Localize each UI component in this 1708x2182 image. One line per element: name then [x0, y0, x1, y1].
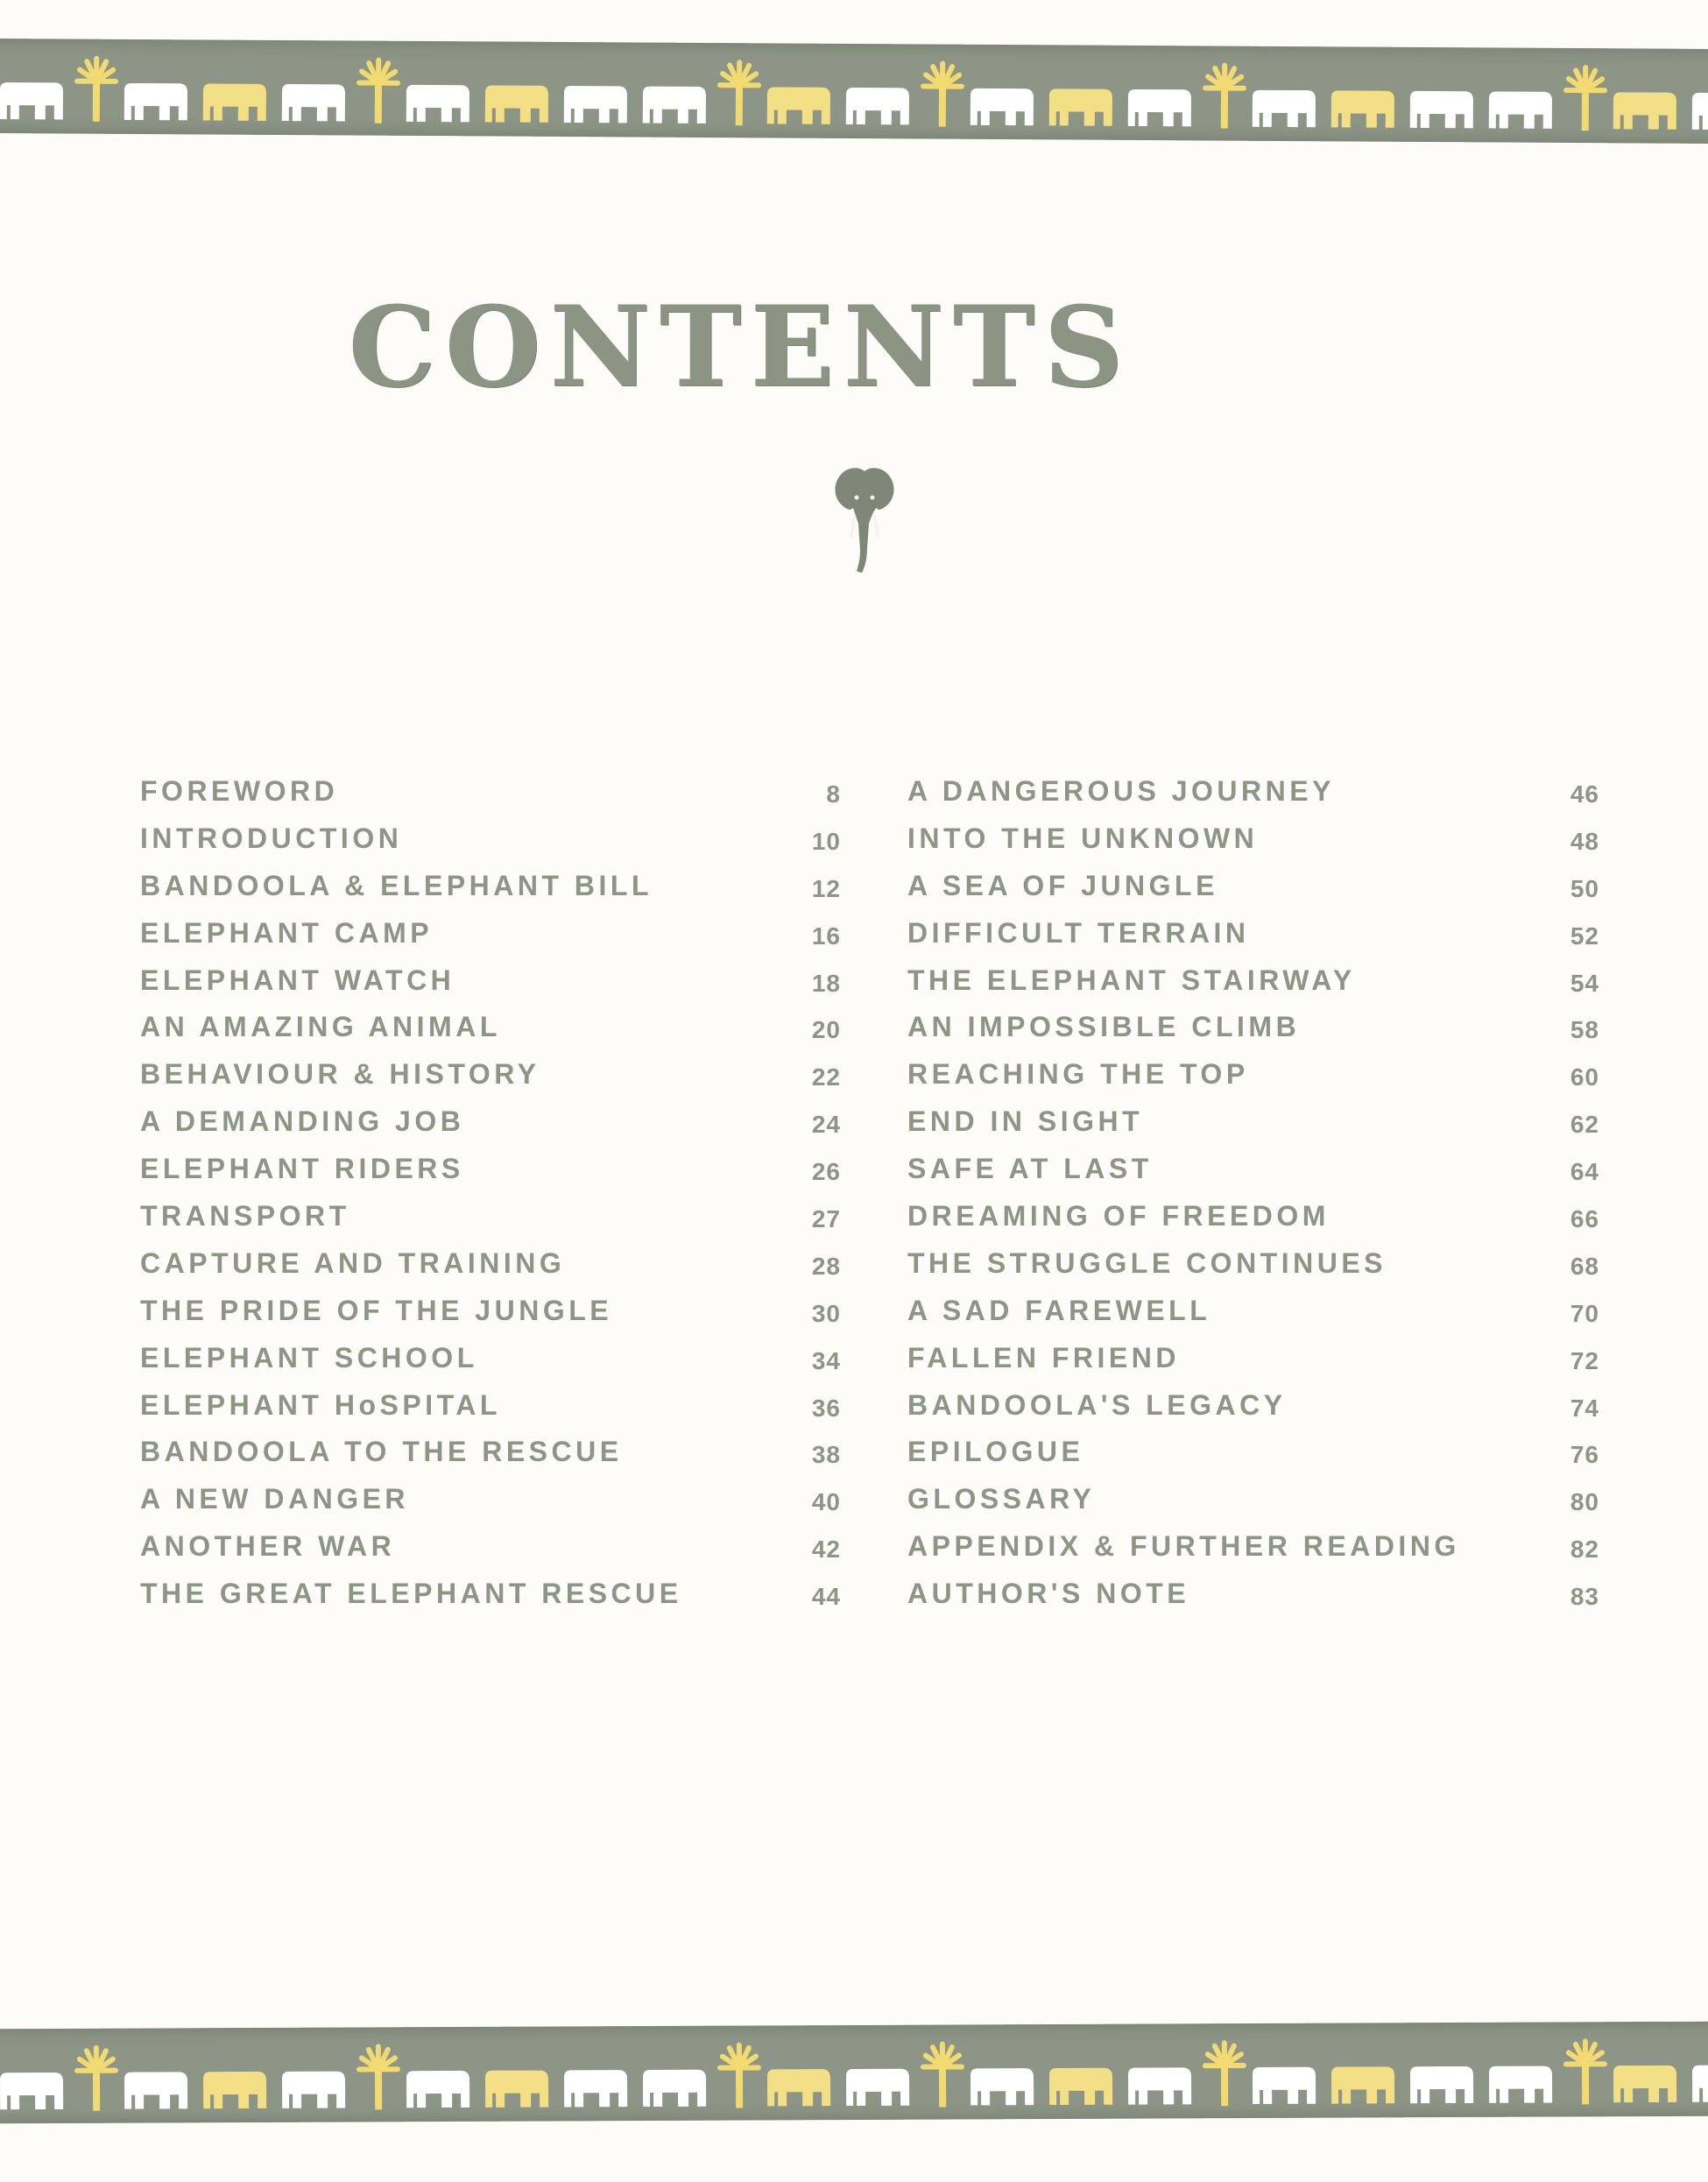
palm-tree-icon: [1566, 2041, 1605, 2104]
toc-entry-title: CAPTURE AND TRAINING: [140, 1246, 566, 1279]
palm-tree-icon: [1205, 2043, 1244, 2106]
elephant-icon: [1331, 2066, 1394, 2103]
toc-entry-title: DIFFICULT TERRAIN: [907, 916, 1250, 949]
toc-entry-title: ELEPHANT CAMP: [140, 916, 434, 949]
palm-tree-icon: [1566, 67, 1605, 131]
toc-entry-page: 58: [1570, 1016, 1599, 1044]
toc-entry-title: A SAD FAREWELL: [907, 1294, 1211, 1326]
toc-entry[interactable]: [907, 773, 1599, 821]
toc-entry-page: 18: [811, 969, 841, 997]
elephant-icon: [124, 2072, 187, 2108]
elephant-icon: [282, 2072, 345, 2108]
elephant-icon: [0, 2073, 63, 2109]
toc-entry[interactable]: [907, 868, 1599, 915]
elephant-icon: [1692, 93, 1708, 130]
elephant-icon: [203, 2072, 266, 2108]
toc-entry-page: 68: [1570, 1252, 1599, 1280]
elephant-icon: [1128, 89, 1191, 126]
toc-entry[interactable]: [907, 1104, 1599, 1151]
elephant-icon: [1253, 90, 1316, 127]
elephant-icon: [485, 85, 548, 122]
toc-entry-page: 46: [1570, 780, 1599, 808]
elephant-icon: [1128, 2067, 1191, 2104]
toc-entry-page: 44: [811, 1583, 841, 1611]
elephant-icon: [1410, 91, 1473, 128]
toc-entry[interactable]: [907, 1481, 1599, 1529]
toc-entry-title: BANDOOLA TO THE RESCUE: [140, 1436, 623, 1468]
toc-entry-title: A NEW DANGER: [140, 1483, 410, 1515]
toc-entry[interactable]: [140, 1388, 841, 1435]
toc-entry[interactable]: [907, 821, 1599, 868]
toc-entry[interactable]: [140, 1293, 841, 1340]
toc-entry-title: A DANGEROUS JOURNEY: [907, 775, 1335, 807]
elephant-icon: [1613, 92, 1676, 129]
elephant-icon: [124, 83, 187, 120]
elephant-icon: [203, 83, 266, 120]
toc-entry-title: BANDOOLA'S LEGACY: [907, 1388, 1287, 1421]
elephant-icon: [282, 84, 345, 121]
toc-entry[interactable]: [140, 1576, 841, 1623]
toc-entry-page: 10: [811, 827, 841, 855]
toc-entry-title: THE GREAT ELEPHANT RESCUE: [140, 1578, 682, 1610]
top-border-frieze: [0, 39, 1708, 144]
toc-entry[interactable]: [907, 963, 1599, 1010]
page-title: CONTENTS: [348, 282, 1133, 412]
elephant-icon: [564, 86, 627, 123]
elephant-icon: [1489, 91, 1552, 128]
toc-entry[interactable]: [907, 1151, 1599, 1198]
elephant-frieze-icons: [0, 39, 1708, 144]
toc-entry-title: THE PRIDE OF THE JUNGLE: [140, 1294, 613, 1326]
toc-entry[interactable]: [907, 1056, 1599, 1104]
toc-entry-page: 8: [826, 780, 841, 808]
elephant-icon: [643, 87, 706, 124]
elephant-icon: [643, 2070, 706, 2107]
toc-entry-title: INTRODUCTION: [140, 822, 403, 854]
toc-entry-title: FOREWORD: [140, 775, 339, 807]
toc-entry[interactable]: [140, 1009, 841, 1056]
toc-entry[interactable]: [140, 1104, 841, 1151]
elephant-icon: [0, 82, 63, 119]
elephant-icon: [970, 2068, 1034, 2105]
elephant-icon: [564, 2070, 627, 2107]
toc-entry[interactable]: [140, 1529, 841, 1576]
palm-tree-icon: [1205, 65, 1244, 128]
toc-entry-page: 74: [1570, 1394, 1599, 1422]
toc-entry-title: GLOSSARY: [907, 1483, 1096, 1515]
toc-entry-title: BEHAVIOUR & HISTORY: [140, 1058, 540, 1091]
elephant-icon: [970, 88, 1034, 125]
toc-entry-page: 82: [1570, 1536, 1599, 1564]
elephant-icon: [1253, 2067, 1316, 2104]
elephant-icon: [1692, 2065, 1708, 2102]
elephant-icon: [1613, 2065, 1676, 2102]
toc-entry[interactable]: [907, 1529, 1599, 1576]
toc-entry[interactable]: [140, 915, 841, 963]
elephant-icon: [1049, 88, 1112, 125]
toc-entry-title: REACHING THE TOP: [907, 1058, 1249, 1091]
toc-entry-page: 30: [811, 1299, 841, 1327]
toc-entry-page: 34: [811, 1346, 841, 1374]
toc-entry[interactable]: [907, 1198, 1599, 1246]
toc-entry[interactable]: [907, 1293, 1599, 1340]
toc-entry-title: A DEMANDING JOB: [140, 1105, 465, 1138]
toc-right-column: [907, 773, 1599, 1623]
elephant-icon: [1410, 2066, 1473, 2103]
toc-entry-page: 28: [811, 1252, 841, 1280]
elephant-icon: [1489, 2066, 1552, 2103]
toc-entry-title: AUTHOR'S NOTE: [907, 1578, 1190, 1610]
toc-entry[interactable]: [907, 1388, 1599, 1435]
elephant-icon: [406, 2071, 469, 2108]
palm-tree-icon: [720, 62, 759, 125]
palm-tree-icon: [359, 60, 398, 124]
toc-entry-title: BANDOOLA & ELEPHANT BILL: [140, 869, 653, 901]
toc-entry-page: 36: [811, 1394, 841, 1422]
toc-entry[interactable]: [140, 821, 841, 868]
toc-entry-page: 64: [1570, 1158, 1599, 1186]
elephant-head-icon: [832, 463, 897, 578]
toc-entry-page: 83: [1570, 1583, 1599, 1611]
toc-entry-title: SAFE AT LAST: [907, 1153, 1153, 1185]
toc-entry[interactable]: [140, 1434, 841, 1481]
palm-tree-icon: [359, 2046, 398, 2109]
toc-entry-title: END IN SIGHT: [907, 1105, 1144, 1138]
toc-entry[interactable]: [140, 868, 841, 915]
toc-entry[interactable]: [140, 773, 841, 821]
toc-entry-page: 52: [1570, 922, 1599, 950]
toc-entry-page: 38: [811, 1441, 841, 1469]
toc-entry-title: TRANSPORT: [140, 1200, 350, 1232]
toc-entry-page: 42: [811, 1536, 841, 1564]
palm-tree-icon: [923, 2044, 962, 2107]
toc-entry-page: 40: [811, 1488, 841, 1516]
elephant-frieze-icons: [0, 2022, 1708, 2124]
toc-entry[interactable]: [140, 1056, 841, 1104]
toc-entry[interactable]: [140, 963, 841, 1010]
palm-tree-icon: [77, 2048, 116, 2111]
toc-entry-page: 12: [811, 874, 841, 902]
toc-entry[interactable]: [907, 1246, 1599, 1293]
toc-entry-title: THE STRUGGLE CONTINUES: [907, 1246, 1387, 1279]
toc-entry-title: APPENDIX & FURTHER READING: [907, 1530, 1460, 1563]
elephant-icon: [1331, 90, 1394, 127]
bottom-border-frieze: [0, 2022, 1708, 2124]
toc-entry[interactable]: [907, 1009, 1599, 1056]
toc-entry-page: 60: [1570, 1063, 1599, 1091]
palm-tree-icon: [923, 63, 962, 126]
toc-entry-page: 70: [1570, 1299, 1599, 1327]
toc-entry[interactable]: [140, 1246, 841, 1293]
toc-entry[interactable]: [907, 1576, 1599, 1623]
toc-entry-title: INTO THE UNKNOWN: [907, 822, 1259, 854]
toc-entry-page: 24: [811, 1111, 841, 1139]
toc-entry-page: 62: [1570, 1111, 1599, 1139]
toc-entry-title: AN AMAZING ANIMAL: [140, 1011, 501, 1043]
toc-entry-page: 66: [1570, 1205, 1599, 1233]
elephant-icon: [767, 87, 830, 124]
toc-entry-title: DREAMING OF FREEDOM: [907, 1200, 1330, 1232]
toc-entry-page: 20: [811, 1016, 841, 1044]
toc-entry[interactable]: [140, 1198, 841, 1246]
toc-entry-title: FALLEN FRIEND: [907, 1341, 1180, 1373]
palm-tree-icon: [77, 59, 116, 122]
toc-entry-title: AN IMPOSSIBLE CLIMB: [907, 1011, 1301, 1043]
toc-entry[interactable]: [907, 1434, 1599, 1481]
elephant-icon: [767, 2069, 830, 2106]
toc-entry-page: 76: [1570, 1441, 1599, 1469]
toc-entry-title: ELEPHANT HoSPITAL: [140, 1388, 501, 1421]
toc-entry-title: THE ELEPHANT STAIRWAY: [907, 964, 1356, 996]
toc-entry-title: ELEPHANT RIDERS: [140, 1153, 464, 1185]
elephant-icon: [1049, 2068, 1112, 2105]
toc-left-column: [140, 773, 841, 1623]
palm-tree-icon: [720, 2044, 759, 2108]
toc-entry-title: ANOTHER WAR: [140, 1530, 396, 1563]
elephant-icon: [406, 85, 469, 122]
toc-entry-page: 26: [811, 1158, 841, 1186]
toc-entry-page: 48: [1570, 827, 1599, 855]
elephant-icon: [846, 2069, 909, 2106]
toc-entry-page: 27: [811, 1205, 841, 1233]
toc-entry[interactable]: [907, 1340, 1599, 1388]
toc-entry-page: 54: [1570, 969, 1599, 997]
toc-entry-page: 80: [1570, 1488, 1599, 1516]
toc-entry-title: A SEA OF JUNGLE: [907, 869, 1218, 901]
toc-entry[interactable]: [140, 1151, 841, 1198]
toc-entry-page: 72: [1570, 1346, 1599, 1374]
toc-entry-page: 22: [811, 1063, 841, 1091]
toc-entry-page: 16: [811, 922, 841, 950]
toc-entry-page: 50: [1570, 874, 1599, 902]
toc-entry-title: ELEPHANT WATCH: [140, 964, 455, 996]
toc-entry[interactable]: [140, 1340, 841, 1388]
toc-entry[interactable]: [140, 1481, 841, 1529]
elephant-icon: [846, 88, 909, 124]
toc-entry-title: EPILOGUE: [907, 1436, 1084, 1468]
toc-entry-title: ELEPHANT SCHOOL: [140, 1341, 478, 1373]
elephant-icon: [485, 2071, 548, 2108]
toc-entry[interactable]: [907, 915, 1599, 963]
